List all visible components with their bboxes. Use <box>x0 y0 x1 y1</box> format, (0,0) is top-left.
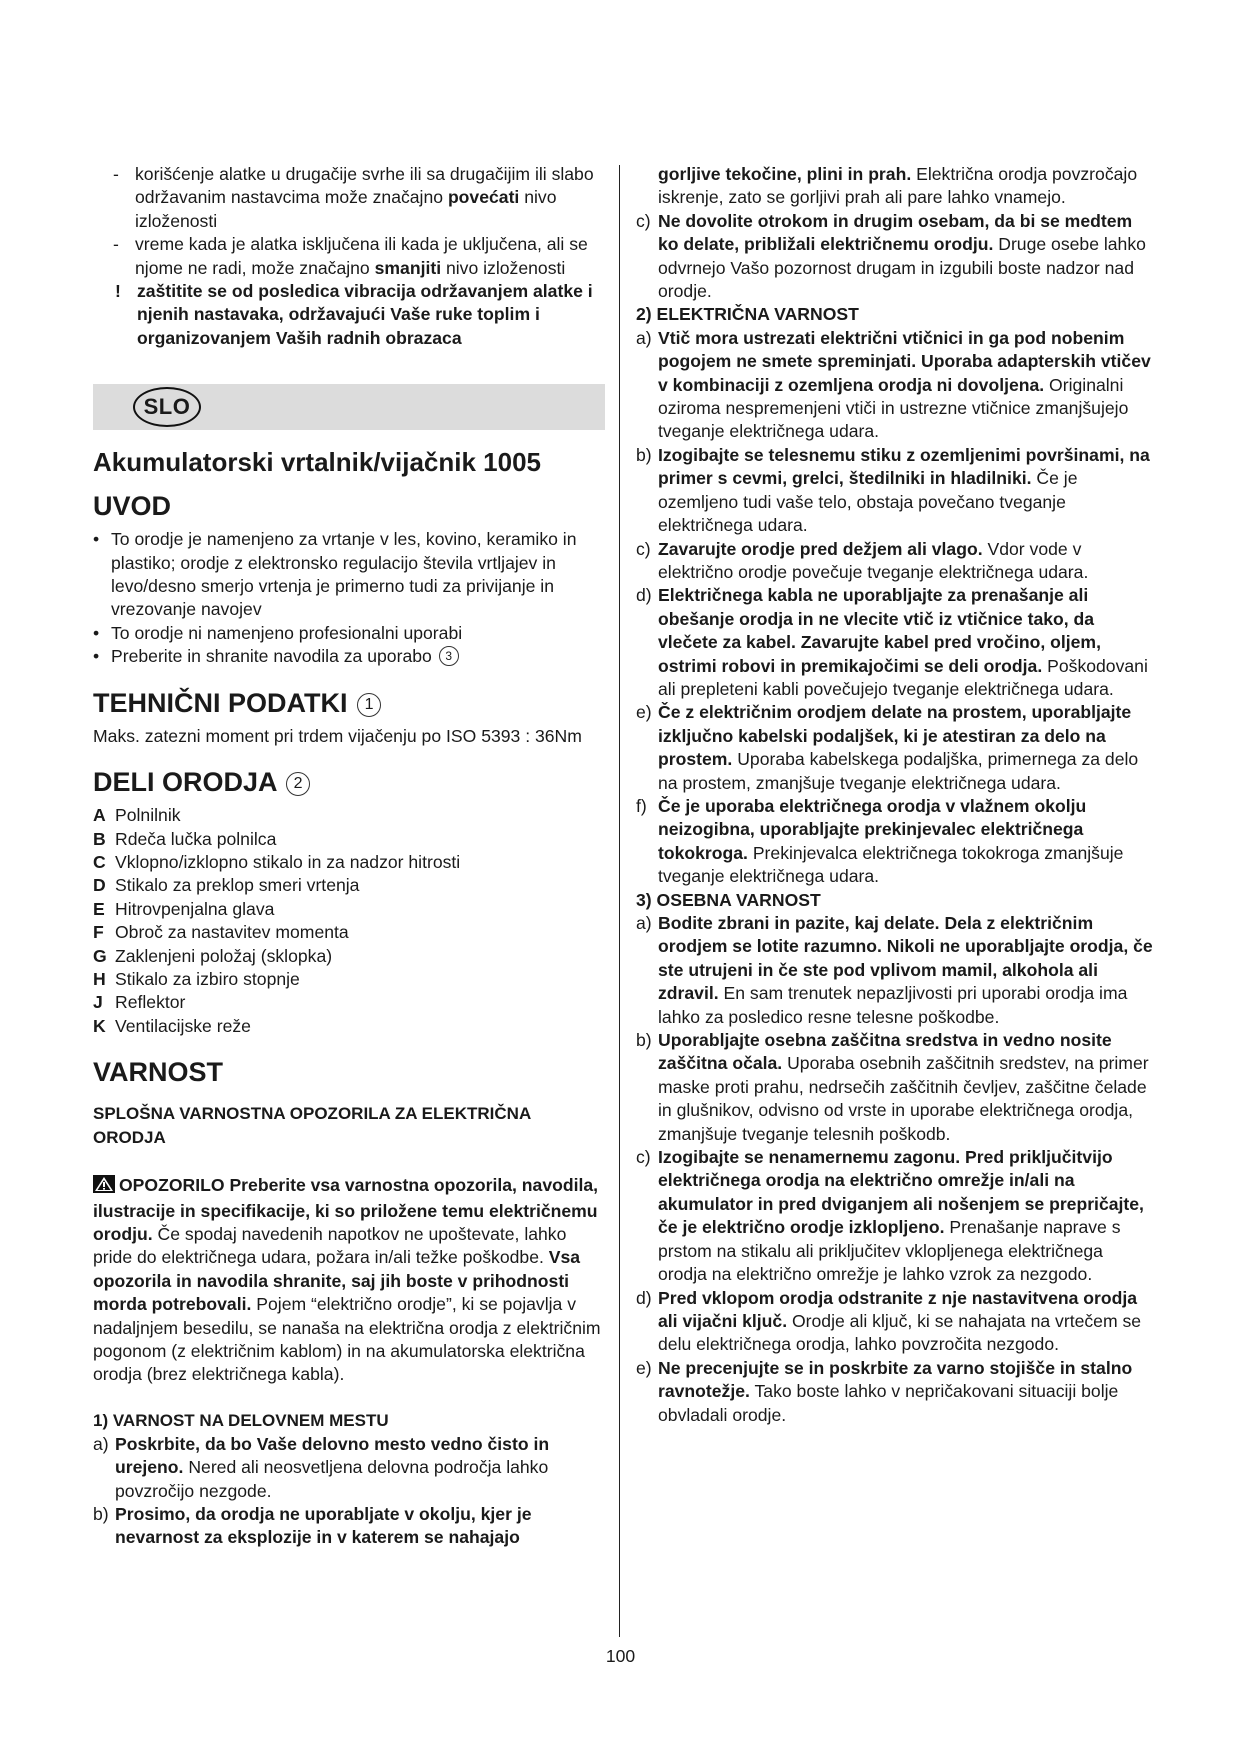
figure-ref-icon: 2 <box>286 772 310 796</box>
vibration-warning: ! zaštitite se od posledica vibracija održavanjem alatke i njenih nastavaka, održavajući Vaše ruke toplim i organizovanjem Vaših radnih obrazaca <box>115 281 593 348</box>
column-divider <box>619 165 620 1637</box>
tech-heading: TEHNIČNI PODATKI 1 <box>93 687 605 719</box>
product-title: Akumulatorski vrtalnik/vijačnik 1005 <box>93 447 541 478</box>
list-item: F Obroč za nastavitev momenta <box>93 922 349 943</box>
section-1-heading: 1) VARNOST NA DELOVNEM MESTU <box>93 1410 389 1430</box>
list-item: B Rdeča lučka polnilca <box>93 828 277 849</box>
list-item: b) Prosimo, da orodja ne uporabljate v okolju, kjer je nevarnost za eksplozije in v katerem se nahajajo <box>93 1504 532 1548</box>
uvod-heading: UVOD <box>93 491 172 522</box>
list-item: c) Zavarujte orodje pred dežjem ali vlago. Vdor vode v električno orodje povečuje tveganje električnega udara. <box>636 538 1089 582</box>
list-item: G Zaklenjeni položaj (sklopka) <box>93 945 333 966</box>
list-item: a) Poskrbite, da bo Vaše delovno mesto vedno čisto in urejeno. Nered ali neosvetljena delovna področja lahko povzročijo nezgode. <box>93 1433 550 1501</box>
left-column <box>93 163 605 1550</box>
list-item: a) Vtič mora ustrezati električni vtičnici in ga pod nobenim pogojem ne smete spreminjati. Uporaba adapterskih vtičev v kombinaciji z ozemljena orodja ni dovoljena. Originalni oziroma nespremenjeni vtiči in ustrezne vtičnice zmanjšujejo tveganje električnega udara. <box>636 327 1151 442</box>
list-item: J Reflektor <box>93 992 186 1013</box>
list-item: E Hitrovpenjalna glava <box>93 898 275 919</box>
list-item: D Stikalo za preklop smeri vrtenja <box>93 875 360 896</box>
list-item: - vreme kada je alatka isključena ili kada je uključena, ali se njome ne radi, može značajno smanjiti nivo izloženosti <box>113 234 588 278</box>
list-item: f) Če je uporaba električnega orodja v vlažnem okolju neizogibna, uporabljajte prekinjevalec električnega tokokroga. Prekinjevalca električnega tokokroga zmanjšuje tveganje električnega udara. <box>636 795 1124 887</box>
warning-triangle-icon <box>93 1175 115 1199</box>
list-item: H Stikalo za izbiro stopnje <box>93 968 300 989</box>
list-item: b) Izogibajte se telesnemu stiku z ozemljenimi površinami, na primer s cevmi, grelci, štedilniki in hladilniki. Če je ozemljeno tudi vaše telo, obstaja povečano tveganje električnega udara. <box>636 444 1150 536</box>
language-badge: SLO <box>133 387 201 427</box>
list-item: • To orodje je namenjeno za vrtanje v les, kovino, keramiko in plastiko; orodje z elektronsko regulacijo števila vrtljajev in levo/desno smerjo vrtenja je primerno tudi za privijanje in vrezovanje navojev <box>93 529 577 620</box>
list-item: C Vklopno/izklopno stikalo in za nadzor hitrosti <box>93 851 461 872</box>
list-item: A Polnilnik <box>93 805 181 826</box>
figure-ref-icon: 3 <box>439 646 459 666</box>
list-item: b) Uporabljajte osebna zaščitna sredstva in vedno nosite zaščitna očala. Uporaba osebnih zaščitnih sredstev, na primer maske proti prahu, nedrsečih zaščitnih čevljev, zaščitne čelade in glušnikov, odvisno od vrste in uporabe električnega orodja, zmanjšuje tveganje telesnih poškodb. <box>636 1030 1149 1144</box>
right-column <box>636 163 1156 1427</box>
general-safety-heading: SPLOŠNA VARNOSTNA OPOZORILA ZA ELEKTRIČNA ORODJA <box>93 1104 531 1148</box>
list-item: a) Bodite zbrani in pazite, kaj delate. Dela z električnim orodjem se lotite razumno. Nikoli ne uporabljajte orodja, če ste utrujeni in če ste pod vplivom mamil, alkohola ali zdravil. En sam trenutek nepazljivosti pri uporabi orodja ima lahko za posledico resne telesne poškodbe. <box>636 913 1153 1027</box>
list-item: • Preberite in shranite navodila za uporabo 3 <box>93 645 605 668</box>
list-item: c) Ne dovolite otrokom in drugim osebam, da bi se medtem ko delate, približali električnemu orodju. Druge osebe lahko odvrnejo Vašo pozornost drugam in izgubili boste nadzor nad orodje. <box>636 210 1146 302</box>
list-item: gorljive tekočine, plini in prah. Električna orodja povzročajo iskrenje, zato se gorljivi prah ali pare lahko vnamejo. <box>658 164 1138 208</box>
section-2-heading: 2) ELEKTRIČNA VARNOST <box>636 304 859 325</box>
list-item: - korišćenje alatke u drugačije svrhe ili sa drugačijim ili slabo održavanim nastavcima može značajno povećati nivo izloženosti <box>113 164 594 231</box>
varnost-heading: VARNOST <box>93 1057 224 1088</box>
parts-list <box>93 804 605 1038</box>
parts-heading: DELI ORODJA 2 <box>93 766 605 798</box>
figure-ref-icon: 1 <box>357 693 381 717</box>
list-item: e) Ne precenjujte se in poskrbite za varno stojišče in stalno ravnotežje. Tako boste lahko v nepričakovani situaciji bolje obvladali orodje. <box>636 1357 1133 1425</box>
list-item: c) Izogibajte se nenamernemu zagonu. Pred priključitvijo električnega orodja na električno omrežje in/ali na akumulator in pred dviganjem ali nošenjem se prepričajte, če je električno orodje izklopljeno. Prenašanje naprave s prstom na stikalu ali priključitev vklopljenega električnega orodja na električno omrežje je lahko vzrok za nezgodo. <box>636 1147 1144 1285</box>
tech-text: Maks. zatezni moment pri trdem vijačenju po ISO 5393 : 36Nm <box>93 725 582 746</box>
page-number: 100 <box>605 1646 636 1666</box>
language-band <box>93 384 605 430</box>
list-item: • To orodje ni namenjeno profesionalni uporabi <box>93 622 463 643</box>
section-3-heading: 3) OSEBNA VARNOST <box>636 889 821 910</box>
warning-paragraph: OPOZORILO Preberite vsa varnostna opozorila, navodila, ilustracije in specifikacije, ki so priložene temu električnemu orodju. Če spodaj navedenih napotkov ne upoštevate, lahko pride do električnega udara, požara in/ali težke poškodbe. Vsa opozorila in navodila shranite, saj jih boste v prihodnosti morda potrebovali. Pojem “električno orodje”, ki se pojavlja v nadaljnjem besedilu, se nanaša na električna orodja z električnim pogonom (z električnim kablom) in na akumulatorska električna orodja (brez električnega kabla). <box>93 1175 601 1385</box>
list-item: K Ventilacijske reže <box>93 1015 251 1036</box>
list-item: d) Električnega kabla ne uporabljajte za prenašanje ali obešanje orodja in ne vlecite vtič iz vtičnice tako, da vlečete za kabel. Zavarujte kabel pred vročino, oljem, ostrimi robovi in premikajočimi se deli orodja. Poškodovani ali prepleteni kabli povečujejo tveganje električnega udara. <box>636 585 1148 699</box>
list-item: e) Če z električnim orodjem delate na prostem, uporabljajte izključno kabelski podaljšek, ki je atestiran za delo na prostem. Uporaba kabelskega podaljška, primernega za delo na prostem, zmanjšuje tveganje električnega udara. <box>636 702 1139 793</box>
list-item: d) Pred vklopom orodja odstranite z nje nastavitvena orodja ali vijačni ključ. Orodje ali ključ, ki se nahajata na vrtečem se delu električnega orodja, lahko povzročita nezgodo. <box>636 1287 1142 1355</box>
